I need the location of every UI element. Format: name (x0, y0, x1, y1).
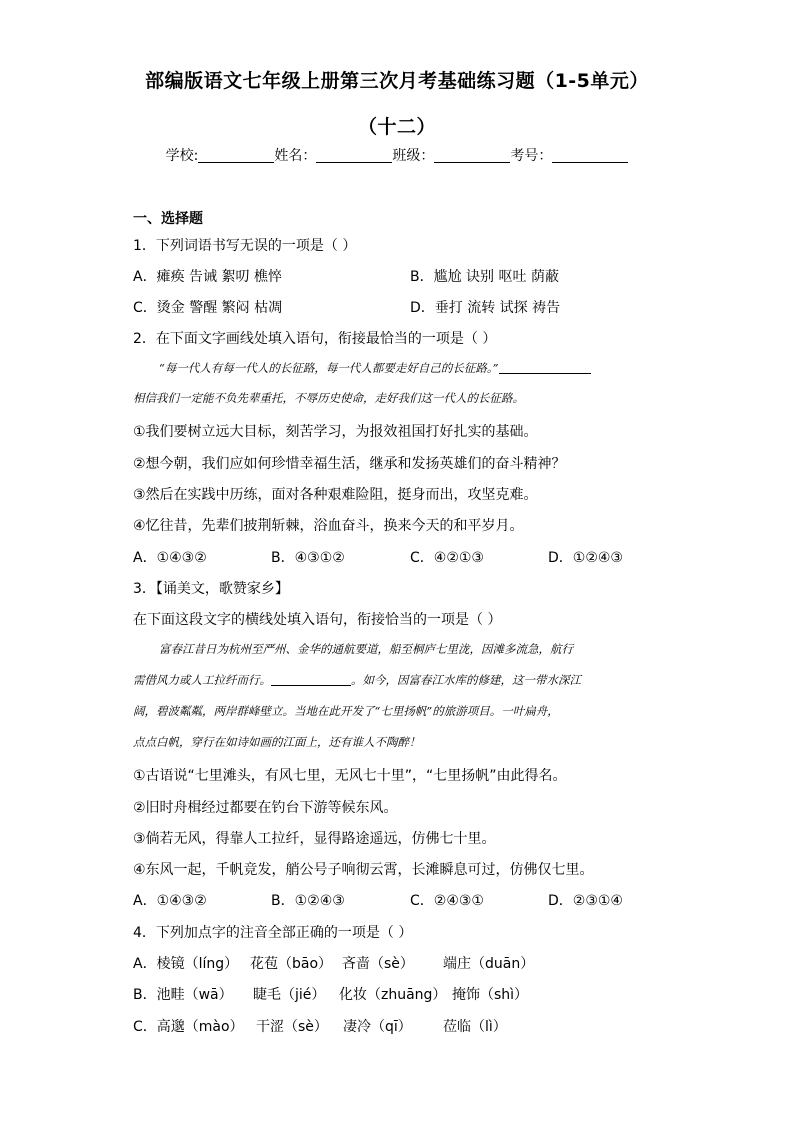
q2-passage-line2: 相信我们一定能不负先辈重托，不辱历史使命，走好我们这一代人的长征路。 (133, 391, 524, 405)
q3-passage-line1: 富春江昔日为杭州至严州、金华的通航要道，船至桐庐七里泷，因滩多流急，航行 (159, 642, 573, 656)
q4-b-word-1: B．池畦（wā） (133, 987, 233, 1003)
q4-option-a[interactable] (133, 953, 238, 973)
q4-a-word-3: 吝啬（sè） (342, 956, 414, 972)
q4-a-word-4: 端庄（duān） (443, 956, 535, 972)
q2-item-1: ①我们要树立远大目标，刻苦学习，为报效祖国打好扎实的基础。 (133, 424, 538, 440)
page-subtitle: （十二） (357, 116, 436, 138)
q4-a-word-1: A．棱镜（líng） (133, 956, 239, 972)
q3-item-2: ②旧时舟楫经过都要在钓台下游等候东风。 (133, 800, 398, 816)
q2-option-d[interactable]: D．①②④③ (548, 550, 623, 566)
exam-no-label: 考号： (510, 148, 553, 164)
q4-stem: 4．下列加点字的注音全部正确的一项是（ ） (133, 925, 413, 941)
q3-item-4: ④东风一起，千帆竞发，艄公号子响彻云霄，长滩瞬息可过，仿佛仅七里。 (133, 862, 594, 878)
section-heading: 一、选择题 (133, 211, 203, 227)
q4-c-word-4: 莅临（lì） (443, 1019, 507, 1035)
q3-option-a[interactable]: A．①④③② (133, 893, 207, 909)
q3-passage-line2: 需借风力或人工拉纤而行。 。如今，因富春江水库的修建，这一带水深江 (133, 673, 581, 687)
q3-option-d[interactable]: D．②③①④ (548, 893, 623, 909)
q2-option-b[interactable]: B．④③①② (271, 550, 345, 566)
class-label: 班级： (392, 148, 435, 164)
page-title: 部编版语文七年级上册第三次月考基础练习题（1-5单元） (145, 70, 649, 92)
school-label: 学校: (165, 148, 199, 164)
q2-option-a[interactable]: A．①④③② (133, 550, 207, 566)
q4-c-word-2: 干涩（sè） (256, 1019, 328, 1035)
q3-option-b[interactable]: B．①②④③ (271, 893, 345, 909)
q2-item-3: ③然后在实践中历练，面对各种艰难险阻，挺身而出，攻坚克难。 (133, 487, 538, 503)
q4-option-b[interactable] (133, 984, 233, 1004)
q4-a-word-2: 花苞（bāo） (250, 956, 333, 972)
q4-option-c[interactable] (133, 1016, 244, 1036)
exam-no-field[interactable] (552, 148, 628, 163)
q2-option-c[interactable]: C．④②①③ (410, 550, 484, 566)
q3-passage-line3: 阔，碧波粼粼，两岸群峰壁立。当地在此开发了“七里扬帆”的旅游项目。一叶扁舟， (133, 704, 559, 718)
q3-passage-line4: 点点白帆，穿行在如诗如画的江面上，还有谁人不陶醉！ (133, 735, 421, 749)
q3-item-1: ①古语说“七里滩头，有风七里，无风七十里”，“七里扬帆”由此得名。 (133, 768, 567, 784)
q2-item-2: ②想今朝，我们应如何珍惜幸福生活，继承和发扬英雄们的奋斗精神？ (133, 456, 566, 472)
q2-item-4: ④忆往昔，先辈们披荆斩棘，浴血奋斗，换来今天的和平岁月。 (133, 518, 524, 534)
q2-passage-line1: “每一代人有每一代人的长征路，每一代人都要走好自己的长征路。” (159, 360, 693, 376)
q1-option-b[interactable]: B．尴尬 诀别 呕吐 荫蔽 (410, 269, 559, 285)
q1-stem: 1．下列词语书写无误的一项是（ ） (133, 238, 357, 254)
q2-blank[interactable] (499, 361, 591, 374)
q4-b-word-3: 化妆（zhuāng） (339, 987, 447, 1003)
q1-option-a[interactable]: A．瘫痪 告诫 絮叨 樵悴 (133, 269, 282, 285)
q1-option-d[interactable]: D．垂打 流转 试探 祷告 (410, 300, 561, 316)
student-info-row (0, 145, 794, 165)
q2-stem: 2．在下面文字画线处填入语句，衔接最恰当的一项是（ ） (133, 331, 497, 347)
q4-c-word-3: 凄冷（qī） (343, 1019, 412, 1035)
class-field[interactable] (434, 148, 510, 163)
school-field[interactable] (198, 148, 274, 163)
q3-option-c[interactable]: C．②④③① (410, 893, 484, 909)
q3-stem-heading: 3．【诵美文，歌赞家乡】 (133, 581, 289, 597)
name-label: 姓名： (274, 148, 317, 164)
q4-b-word-4: 掩饰（shì） (452, 987, 529, 1003)
q4-b-word-2: 睫毛（jié） (253, 987, 326, 1003)
q3-item-3: ③倘若无风，得靠人工拉纤，显得路途遥远，仿佛七十里。 (133, 831, 496, 847)
name-field[interactable] (316, 148, 392, 163)
q3-blank[interactable] (271, 673, 351, 686)
q3-stem: 在下面这段文字的横线处填入语句，衔接恰当的一项是（ ） (133, 612, 502, 628)
q4-c-word-1: C．高邈（mào） (133, 1019, 244, 1035)
q1-option-c[interactable]: C．烫金 警醒 繁闷 枯凋 (133, 300, 283, 316)
